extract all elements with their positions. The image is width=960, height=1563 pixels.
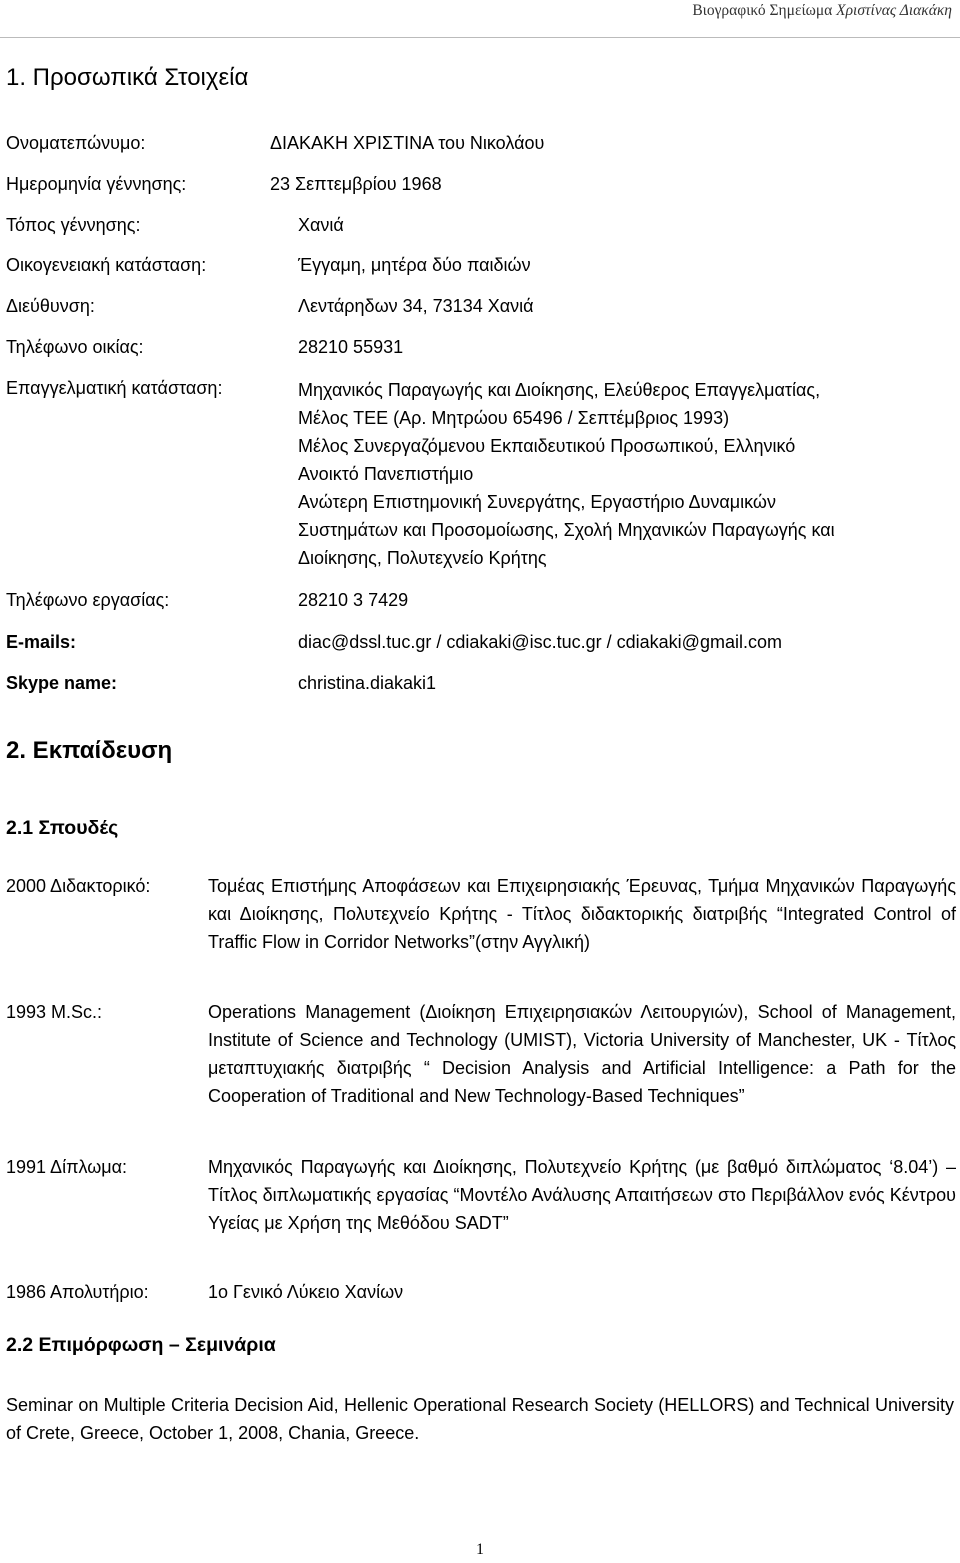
study-text: Operations Management (Διοίκηση Επιχειρησιακών Λειτουργιών), School of Management, Institute of Science and Technology (UMIST), Victoria University of Manchester, UK - Τίτλος μεταπτυχιακής διατριβής “ Decision Analysis and Artificial Intelligence: a Path for the Cooperation of Traditional and New Technology-Based Techniques” [208, 1002, 956, 1106]
page-number: 1 [476, 1541, 484, 1558]
studies-title: 2.1 Σπουδές [6, 817, 119, 839]
study-label: 2000 Διδακτορικό: [6, 876, 151, 896]
study-text: Τομέας Επιστήμης Αποφάσεων και Επιχειρησιακής Έρευνας, Τμήμα Μηχανικών Παραγωγής και Διοίκησης, Πολυτεχνείο Κρήτης - Τίτλος διδακτορικής διατριβής “Integrated Control of Traffic Flow in Corridor Networks”(στην Αγγλική) [208, 876, 956, 952]
name-label: Ονοματεπώνυμο: [6, 133, 146, 153]
professional-line: Μέλος Συνεργαζόμενου Εκπαιδευτικού Προσωπικού, Ελληνικό [298, 436, 796, 456]
family-label: Οικογενειακή κατάσταση: [6, 255, 207, 275]
professional-line: Συστημάτων και Προσομοίωσης, Σχολή Μηχανικών Παραγωγής και [298, 520, 835, 540]
professional-label: Επαγγελματική κατάσταση: [6, 378, 223, 398]
address-label: Διεύθυνση: [6, 296, 95, 316]
address-value: Λεντάρηδων 34, 73134 Χανιά [298, 296, 534, 316]
section1-title: 1. Προσωπικά Στοιχεία [6, 64, 249, 91]
training-title: 2.2 Επιμόρφωση – Σεμινάρια [6, 1334, 276, 1356]
study-label: 1986 Απολυτήριο: [6, 1282, 149, 1302]
study-text: Μηχανικός Παραγωγής και Διοίκησης, Πολυτεχνείο Κρήτης (με βαθμό διπλώματος ‘8.04’) – Τίτλος διπλωματικής εργασίας “Μοντέλο Ανάλυσης Απαιτήσεων στο Περιβάλλον ενός Κέντρου Υγείας με Χρήση της Μεθόδου SADT” [208, 1157, 956, 1233]
header-name: Χριστίνας Διακάκη [836, 2, 952, 19]
professional-line: Ανώτερη Επιστημονική Συνεργάτης, Εργαστήριο Δυναμικών [298, 492, 776, 512]
professional-value [298, 376, 958, 572]
work-phone-value: 28210 3 7429 [298, 590, 409, 610]
header-title: Βιογραφικό Σημείωμα [692, 2, 837, 19]
home-phone-value: 28210 55931 [298, 337, 404, 357]
professional-line: Διοίκησης, Πολυτεχνείο Κρήτης [298, 548, 547, 568]
seminar-text: Seminar on Multiple Criteria Decision Aid, Hellenic Operational Research Society (HELLORS) and Technical University of Crete, Greece, October 1, 2008, Chania, Greece. [6, 1395, 954, 1443]
emails-label: E-mails: [6, 632, 77, 652]
emails-value: diac@dssl.tuc.gr / cdiakaki@isc.tuc.gr / cdiakaki@gmail.com [298, 632, 782, 652]
professional-line: Μέλος ΤΕΕ (Αρ. Μητρώου 65496 / Σεπτέμβριος 1993) [298, 408, 730, 428]
skype-label: Skype name: [6, 673, 118, 693]
skype-value: christina.diakaki1 [298, 673, 437, 693]
header-rule [0, 37, 960, 38]
study-label: 1991 Δίπλωμα: [6, 1157, 128, 1177]
birthplace-label: Τόπος γέννησης: [6, 215, 141, 235]
section2-title: 2. Εκπαίδευση [6, 737, 173, 764]
birthplace-value: Χανιά [298, 215, 344, 235]
family-value: Έγγαμη, μητέρα δύο παιδιών [298, 255, 531, 275]
name-value: ΔΙΑΚΑΚΗ ΧΡΙΣΤΙΝΑ του Νικολάου [270, 133, 545, 153]
study-text: 1ο Γενικό Λύκειο Χανίων [208, 1282, 404, 1302]
study-label: 1993 M.Sc.: [6, 1002, 103, 1022]
professional-line: Μηχανικός Παραγωγής και Διοίκησης, Ελεύθερος Επαγγελματίας, [298, 380, 821, 400]
work-phone-label: Τηλέφωνο εργασίας: [6, 590, 170, 610]
running-header [692, 2, 952, 20]
birthdate-value: 23 Σεπτεμβρίου 1968 [270, 174, 442, 194]
birthdate-label: Ημερομηνία γέννησης: [6, 174, 187, 194]
home-phone-label: Τηλέφωνο οικίας: [6, 337, 144, 357]
professional-line: Ανοικτό Πανεπιστήμιο [298, 464, 474, 484]
